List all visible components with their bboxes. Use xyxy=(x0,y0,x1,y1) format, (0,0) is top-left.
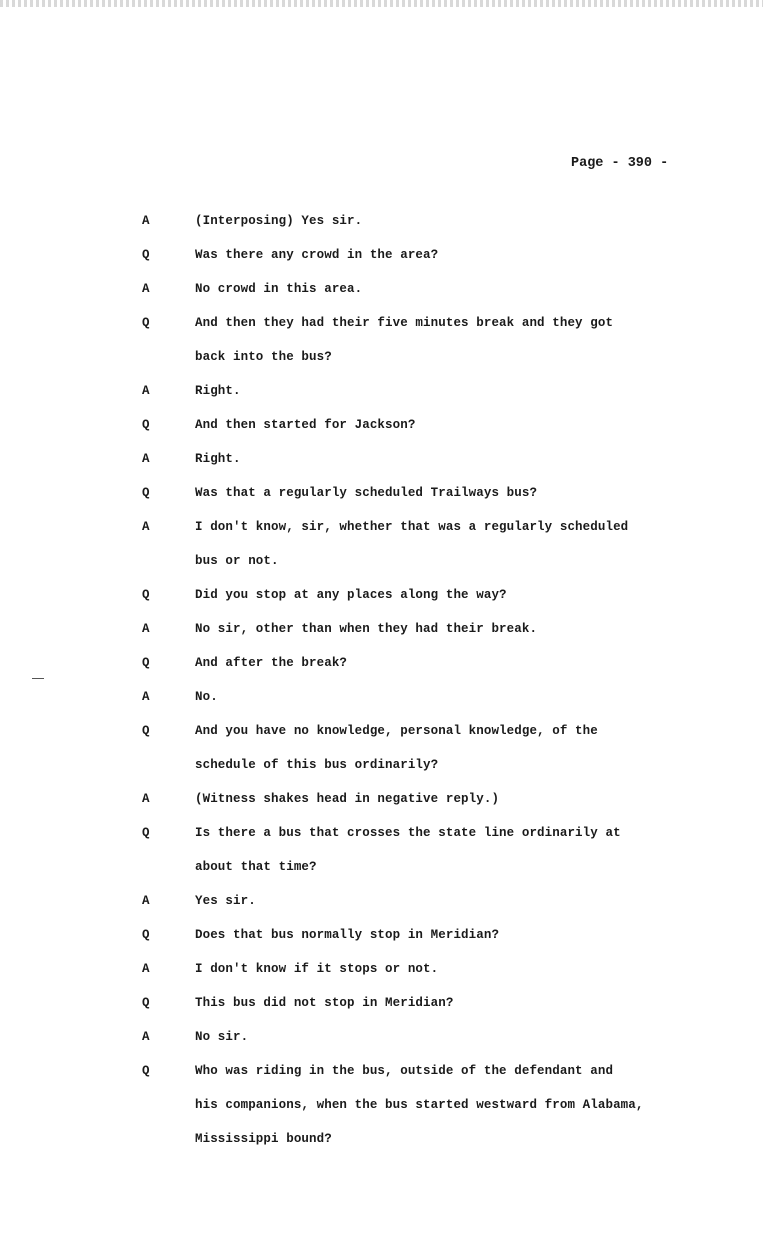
speaker-label: Q xyxy=(142,826,150,840)
transcript-entry xyxy=(0,1054,763,1156)
testimony-line: And then they had their five minutes break and they got xyxy=(195,316,614,330)
testimony-line: (Witness shakes head in negative reply.) xyxy=(195,792,500,806)
testimony-line: And you have no knowledge, personal knowledge, of the xyxy=(195,724,598,738)
transcript-entry xyxy=(0,986,763,1020)
transcript-entry xyxy=(0,272,763,306)
speaker-label: Q xyxy=(142,724,150,738)
speaker-label: Q xyxy=(142,316,150,330)
testimony-line: Was that a regularly scheduled Trailways bus? xyxy=(195,486,538,500)
transcript-entry xyxy=(0,238,763,272)
speaker-label: A xyxy=(142,962,150,976)
speaker-label: Q xyxy=(142,588,150,602)
transcript-entry xyxy=(0,306,763,374)
speaker-label: A xyxy=(142,282,150,296)
testimony-line: Right. xyxy=(195,384,241,398)
testimony-line: No sir. xyxy=(195,1030,249,1044)
transcript-entry xyxy=(0,612,763,646)
speaker-label: A xyxy=(142,214,150,228)
speaker-label: A xyxy=(142,894,150,908)
transcript-entry xyxy=(0,782,763,816)
testimony-line: bus or not. xyxy=(195,554,279,568)
page-number: Page - 390 - xyxy=(571,156,669,171)
transcript xyxy=(0,204,763,1156)
testimony-line: Who was riding in the bus, outside of the defendant and xyxy=(195,1064,614,1078)
speaker-label: A xyxy=(142,520,150,534)
transcript-entry xyxy=(0,204,763,238)
testimony-line: No sir, other than when they had their break. xyxy=(195,622,538,636)
speaker-label: Q xyxy=(142,248,150,262)
transcript-entry xyxy=(0,918,763,952)
speaker-label: A xyxy=(142,452,150,466)
testimony-line: No crowd in this area. xyxy=(195,282,363,296)
transcript-entry xyxy=(0,884,763,918)
speaker-label: Q xyxy=(142,928,150,942)
testimony-line: Did you stop at any places along the way? xyxy=(195,588,507,602)
transcript-entry xyxy=(0,510,763,578)
testimony-line: Yes sir. xyxy=(195,894,256,908)
transcript-entry xyxy=(0,1020,763,1054)
speaker-label: A xyxy=(142,384,150,398)
speaker-label: Q xyxy=(142,486,150,500)
testimony-line: No. xyxy=(195,690,218,704)
testimony-line: about that time? xyxy=(195,860,317,874)
testimony-line: I don't know, sir, whether that was a regularly scheduled xyxy=(195,520,629,534)
speaker-label: Q xyxy=(142,1064,150,1078)
speaker-label: Q xyxy=(142,996,150,1010)
testimony-line: Does that bus normally stop in Meridian? xyxy=(195,928,500,942)
transcript-entry xyxy=(0,714,763,782)
transcript-entry xyxy=(0,952,763,986)
transcript-entry xyxy=(0,578,763,612)
testimony-line: his companions, when the bus started westward from Alabama, xyxy=(195,1098,644,1112)
testimony-line: And after the break? xyxy=(195,656,348,670)
transcript-entry xyxy=(0,816,763,884)
transcript-entry xyxy=(0,646,763,680)
transcript-entry xyxy=(0,374,763,408)
testimony-line: I don't know if it stops or not. xyxy=(195,962,439,976)
transcript-entry xyxy=(0,680,763,714)
transcript-entry xyxy=(0,476,763,510)
speaker-label: Q xyxy=(142,656,150,670)
speaker-label: A xyxy=(142,622,150,636)
speaker-label: A xyxy=(142,690,150,704)
testimony-line: (Interposing) Yes sir. xyxy=(195,214,363,228)
speaker-label: A xyxy=(142,792,150,806)
transcript-entry xyxy=(0,442,763,476)
testimony-line: Was there any crowd in the area? xyxy=(195,248,439,262)
testimony-line: This bus did not stop in Meridian? xyxy=(195,996,454,1010)
testimony-line: Right. xyxy=(195,452,241,466)
speaker-label: A xyxy=(142,1030,150,1044)
testimony-line: schedule of this bus ordinarily? xyxy=(195,758,439,772)
testimony-line: And then started for Jackson? xyxy=(195,418,416,432)
testimony-line: back into the bus? xyxy=(195,350,332,364)
testimony-line: Is there a bus that crosses the state line ordinarily at xyxy=(195,826,621,840)
scan-edge xyxy=(0,0,763,7)
testimony-line: Mississippi bound? xyxy=(195,1132,332,1146)
speaker-label: Q xyxy=(142,418,150,432)
transcript-entry xyxy=(0,408,763,442)
